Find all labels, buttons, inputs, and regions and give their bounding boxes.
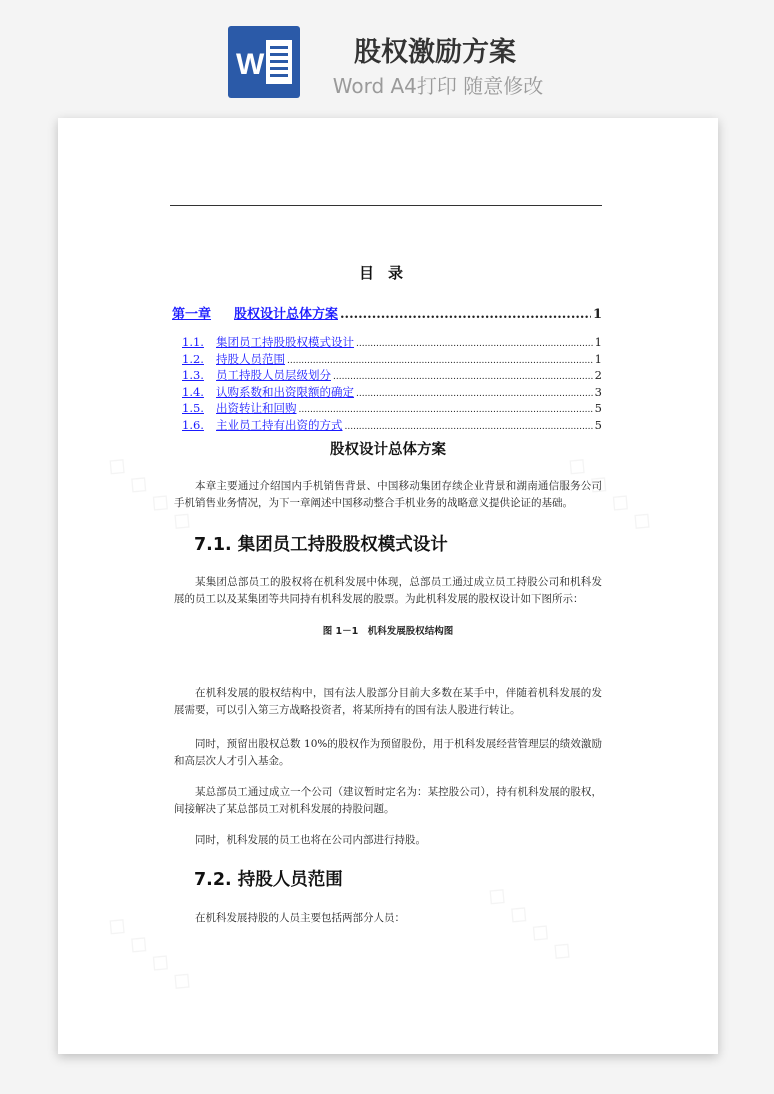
toc-leader-dots [340,307,591,322]
toc-item-page: 5 [594,401,602,415]
chapter-heading: 股权设计总体方案 [330,441,446,458]
figure-caption: 图 1－1 机科发展股权结构图 [322,626,454,637]
toc-item-number[interactable]: 1.1. [182,335,204,349]
toc-item[interactable] [182,400,602,417]
toc-chapter-entry[interactable] [172,303,602,323]
toc-item-page: 1 [594,351,602,366]
toc-item-number[interactable]: 1.6. [182,417,204,432]
toc-item-page: 3 [594,384,602,399]
toc-title: 目录 [358,264,417,282]
document-page [58,118,718,1054]
toc-item[interactable] [182,334,602,351]
toc-leader-dots [287,356,593,366]
intro-paragraph: 本章主要通过介绍国内手机销售背景、中国移动集团存续企业背景和湖南通信服务公司手机销售业务情况，为下一章阐述中国移动整合手机业务的战略意义提供论证的基础。 [174,480,602,509]
toc-item-number[interactable]: 1.5. [182,401,204,415]
toc-item-title[interactable]: 主业员工持有出资的方式 [216,417,343,432]
header-rule [170,205,602,206]
section2-paragraph: 在机科发展持股的人员主要包括两部分人员： [195,912,405,924]
toc-item[interactable] [182,367,602,384]
section1-paragraph: 某总部员工通过成立一个公司（建议暂时定名为：某控股公司），持有机科发展的股权，间接解决了某总部员工对机科发展的持股问题。 [174,786,602,815]
toc-item-page: 5 [594,417,602,432]
section1-paragraph: 在机科发展的股权结构中，国有法人股部分目前大多数在某手中，伴随着机科发展的发展需要，可以引入第三方战略投资者，将某所持有的国有法人股进行转让。 [174,687,602,716]
banner-title: 股权激励方案 [354,37,516,68]
toc-item-page: 1 [594,335,602,349]
toc-item-number[interactable]: 1.3. [182,368,204,382]
section1-paragraph: 同时，机科发展的员工也将在公司内部进行持股。 [195,834,426,846]
toc-chapter-page: 1 [592,307,602,322]
toc-chapter-number[interactable]: 第一章 [172,307,212,322]
toc-item[interactable] [182,351,602,368]
toc-item-title[interactable]: 员工持股人员层级划分 [216,368,331,382]
section1-paragraph: 某集团总部员工的股权将在机科发展中体现，总部员工通过成立员工持股公司和机科发展的员工以及某集团等共同持有机科发展的股票。为此机科发展的股权设计如下图所示： [174,576,602,605]
toc-chapter-title[interactable]: 股权设计总体方案 [234,307,339,322]
toc-item-number[interactable]: 1.2. [182,351,204,366]
toc-item-number[interactable]: 1.4. [182,384,204,399]
toc-leader-dots [356,339,593,349]
section-heading-1: 7.1. 集团员工持股股权模式设计 [194,535,448,555]
toc-item-title[interactable]: 认购系数和出资限额的确定 [216,384,354,399]
toc-leader-dots [356,389,593,399]
toc-list [182,334,602,433]
toc-leader-dots [299,405,593,415]
section-heading-2: 7.2. 持股人员范围 [194,870,343,890]
toc-item-title[interactable]: 出资转让和回购 [216,401,297,415]
toc-item-page: 2 [594,368,602,382]
banner [0,0,774,110]
word-document-icon [228,26,300,98]
toc-item-title[interactable]: 集团员工持股股权模式设计 [216,335,354,349]
banner-subtitle: Word A4打印 随意修改 [332,74,544,98]
toc-item[interactable] [182,384,602,401]
word-icon-letter: W [236,48,265,81]
toc-item[interactable] [182,417,602,434]
section1-paragraph: 同时，预留出股权总数 10%的股权作为预留股份，用于机科发展经营管理层的绩效激励和高层次人才引入基金。 [174,738,602,767]
toc-item-title[interactable]: 持股人员范围 [216,351,285,366]
toc-leader-dots [345,422,593,432]
toc-leader-dots [333,372,593,382]
